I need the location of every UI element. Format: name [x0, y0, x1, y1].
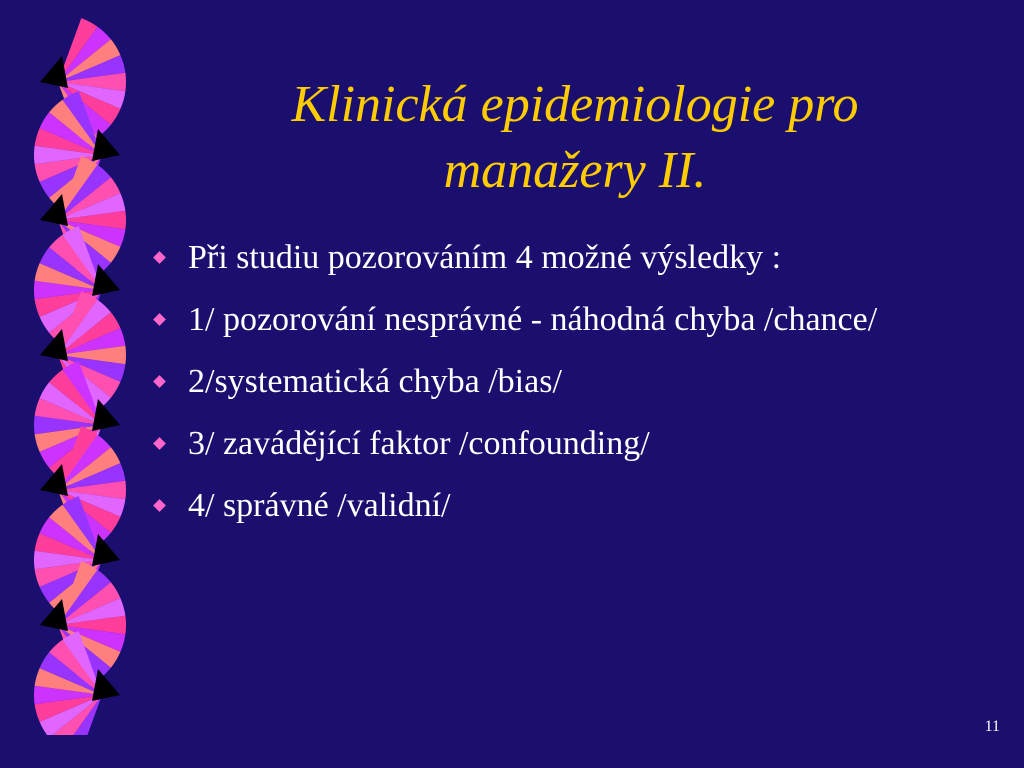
diamond-bullet-icon: [153, 251, 166, 264]
bullet-list: [152, 235, 1002, 545]
fan-pivot: [40, 56, 68, 88]
bullet-item: [152, 483, 1002, 529]
bullet-item: [152, 297, 1002, 343]
bullet-item: [152, 235, 1002, 281]
bullet-text: 3/ zavádějící faktor /confounding/: [188, 425, 650, 462]
bullet-item: [152, 421, 1002, 467]
bullet-text: 1/ pozorování nesprávné - náhodná chyba /chance/: [188, 301, 878, 338]
title-line-1: Klinická epidemiologie pro: [291, 76, 859, 133]
slide-title: [160, 72, 990, 204]
diamond-bullet-icon: [153, 375, 166, 388]
bullet-item: [152, 359, 1002, 405]
page-number: 11: [984, 718, 1000, 735]
diamond-bullet-icon: [153, 499, 166, 512]
bullet-text: 2/systematická chyba /bias/: [188, 363, 562, 400]
bullet-text: 4/ správné /validní/: [188, 487, 451, 524]
diamond-bullet-icon: [153, 313, 166, 326]
bullet-text: Při studiu pozorováním 4 možné výsledky :: [188, 239, 782, 276]
diamond-bullet-icon: [153, 437, 166, 450]
pinwheel-fan-border-icon: [20, 10, 140, 735]
title-line-2: manažery II.: [443, 142, 707, 199]
